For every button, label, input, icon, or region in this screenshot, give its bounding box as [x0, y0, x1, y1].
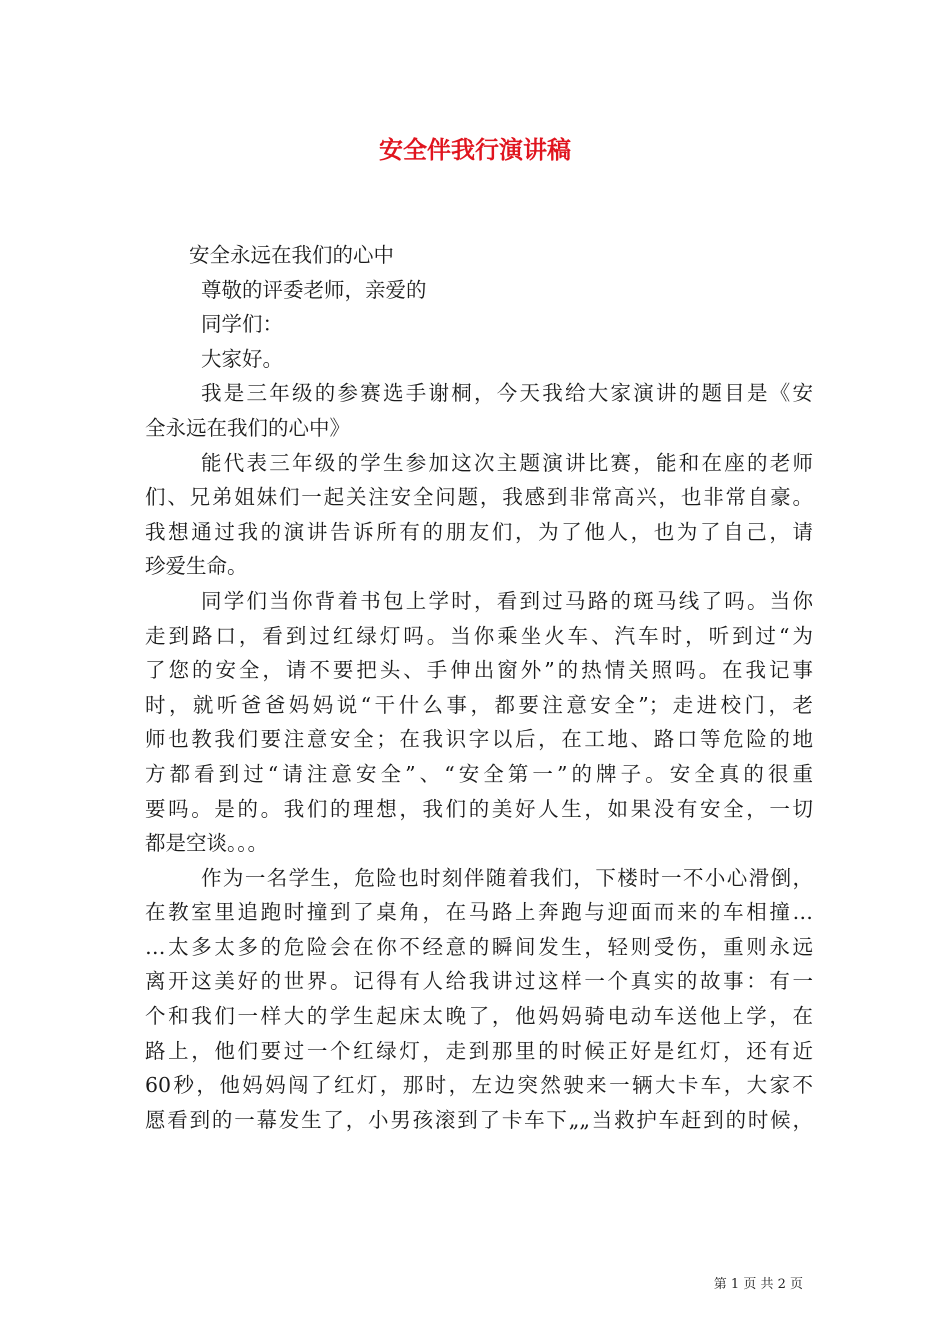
paragraph-line: …太多太多的危险会在你不经意的瞬间发生，轻则受伤，重则永远 — [145, 934, 813, 959]
paragraph-line: 全永远在我们的心中》 — [145, 415, 350, 440]
paragraph-line: 走到路口，看到过红绿灯吗。当你乘坐火车、汽车时，听到过“为 — [145, 623, 813, 648]
greeting-line-3: 大家好。 — [201, 346, 283, 371]
paragraph-line: 在教室里追跑时撞到了桌角，在马路上奔跑与迎面而来的车相撞… — [145, 900, 813, 925]
paragraph-line: 能代表三年级的学生参加这次主题演讲比赛，能和在座的老师 — [201, 450, 813, 475]
document-body — [145, 238, 813, 1137]
paragraph-line: 方都看到过“请注意安全”、“安全第一”的牌子。安全真的很重 — [145, 761, 813, 786]
paragraph-line: 离开这美好的世界。记得有人给我讲过这样一个真实的故事：有一 — [145, 969, 813, 994]
paragraph-line: 师也教我们要注意安全；在我识字以后，在工地、路口等危险的地 — [145, 727, 813, 752]
paragraph-line: 要吗。是的。我们的理想，我们的美好人生，如果没有安全，一切 — [145, 796, 813, 821]
subtitle-line: 安全永远在我们的心中 — [189, 243, 394, 267]
paragraph-line: 们、兄弟姐妹们一起关注安全问题，我感到非常高兴，也非常自豪。 — [145, 485, 813, 510]
paragraph-line: 路上，他们要过一个红绿灯，走到那里的时候正好是红灯，还有近 — [145, 1038, 813, 1063]
paragraph-line: 时，就听爸爸妈妈说“干什么事，都要注意安全”；走进校门，老 — [145, 692, 813, 717]
paragraph-line: 同学们当你背着书包上学时，看到过马路的斑马线了吗。当你 — [201, 588, 813, 613]
paragraph-line: 都是空谈。。。 — [145, 831, 268, 856]
paragraph-line: 我是三年级的参赛选手谢桐，今天我给大家演讲的题目是《安 — [201, 381, 813, 406]
paragraph-line: 愿看到的一幕发生了，小男孩滚到了卡车下„„当救护车赶到的时候， — [145, 1107, 813, 1132]
paragraph-line: 了您的安全，请不要把头、手伸出窗外”的热情关照吗。在我记事 — [145, 658, 813, 683]
paragraph-line: 我想通过我的演讲告诉所有的朋友们，为了他人，也为了自己，请 — [145, 519, 813, 544]
greeting-line-1: 尊敬的评委老师，亲爱的 — [201, 277, 427, 302]
paragraph-line: 60秒，他妈妈闯了红灯，那时，左边突然驶来一辆大卡车，大家不 — [145, 1073, 813, 1098]
paragraph-line: 珍爱生命。 — [145, 554, 248, 579]
paragraph-line: 作为一名学生，危险也时刻伴随着我们，下楼时一不小心滑倒， — [201, 865, 813, 890]
greeting-line-2: 同学们： — [201, 312, 283, 337]
document-title: 安全伴我行演讲稿 — [379, 135, 571, 164]
page-number-footer: 第 1 页 共 2 页 — [713, 1277, 803, 1292]
paragraph-line: 个和我们一样大的学生起床太晚了，他妈妈骑电动车送他上学，在 — [145, 1004, 813, 1029]
